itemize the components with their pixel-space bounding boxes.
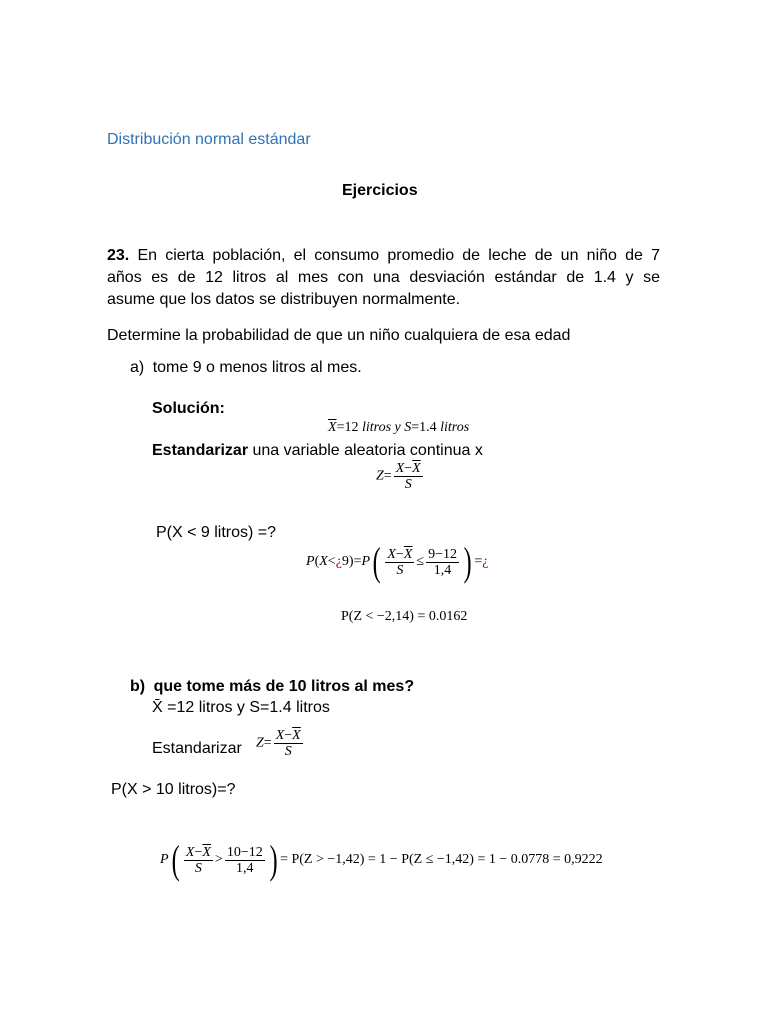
problem-line-3: asume que los datos se distribuyen normalmente. (107, 291, 461, 308)
result-b: = P(Z > −1,42) = 1 − P(Z ≤ −1,42) = 1 − 0.0778 = 0,9222 (280, 852, 603, 868)
solution-label: Solución: (152, 400, 225, 417)
result-a: P(Z < −2,14) = 0.0162 (341, 609, 468, 624)
z-formula-a: Z= $\frac{X-\overline{X}}{S}$ (376, 461, 421, 492)
part-b-text: que tome más de 10 litros al mes? (153, 678, 415, 695)
given-b: X̄ =12 litros y S=1.4 litros (152, 699, 330, 716)
standardize-bold: Estandarizar (152, 442, 249, 459)
problem-number: 23. (107, 247, 130, 264)
given-formula: $\overline{X}=12$ litros y S=1.4 litros (328, 420, 470, 435)
problem-line-1: En cierta población, el consumo promedio de leche de un niño de 7 (137, 247, 660, 264)
problem-question: Determine la probabilidad de que un niño cualquiera de esa edad (107, 327, 571, 344)
part-a-label: a) (130, 359, 145, 376)
standardize-line (152, 440, 483, 462)
part-a-text: tome 9 o menos litros al mes. (152, 359, 362, 376)
section-title: Distribución normal estándar (107, 131, 311, 148)
standardize-rest: una variable aleatoria continua x (248, 442, 483, 459)
probability-formula-b: P( $\frac{X-\overline{X}}{S}$ > $\frac{10-12}{1,4}$ ) = P(Z > −1,42) = 1 − P(Z ≤ −1,42) = 1 − 0.0778 = 0,9222 (160, 837, 603, 882)
problem-line-2: años es de 12 litros al mes con una desviación estándar de 1.4 y se (107, 269, 660, 286)
page-heading: Ejercicios (342, 182, 418, 199)
part-b-label: b) (130, 678, 146, 695)
question-a: P(X < 9 litros) =? (156, 524, 277, 541)
part-a (130, 357, 362, 379)
z-formula-b: Z= $\frac{X-\overline{X}}{S}$ (256, 728, 301, 759)
standardize-b: Estandarizar (152, 740, 242, 757)
problem-statement (107, 245, 660, 311)
question-b: P(X > 10 litros)=? (111, 781, 236, 798)
probability-formula-a: P(X<¿9)=P( $\frac{X-\overline{X}}{S}$ ≤ $\frac{9-12}{1,4}$ ) =¿ (306, 539, 489, 584)
part-b (130, 676, 414, 698)
